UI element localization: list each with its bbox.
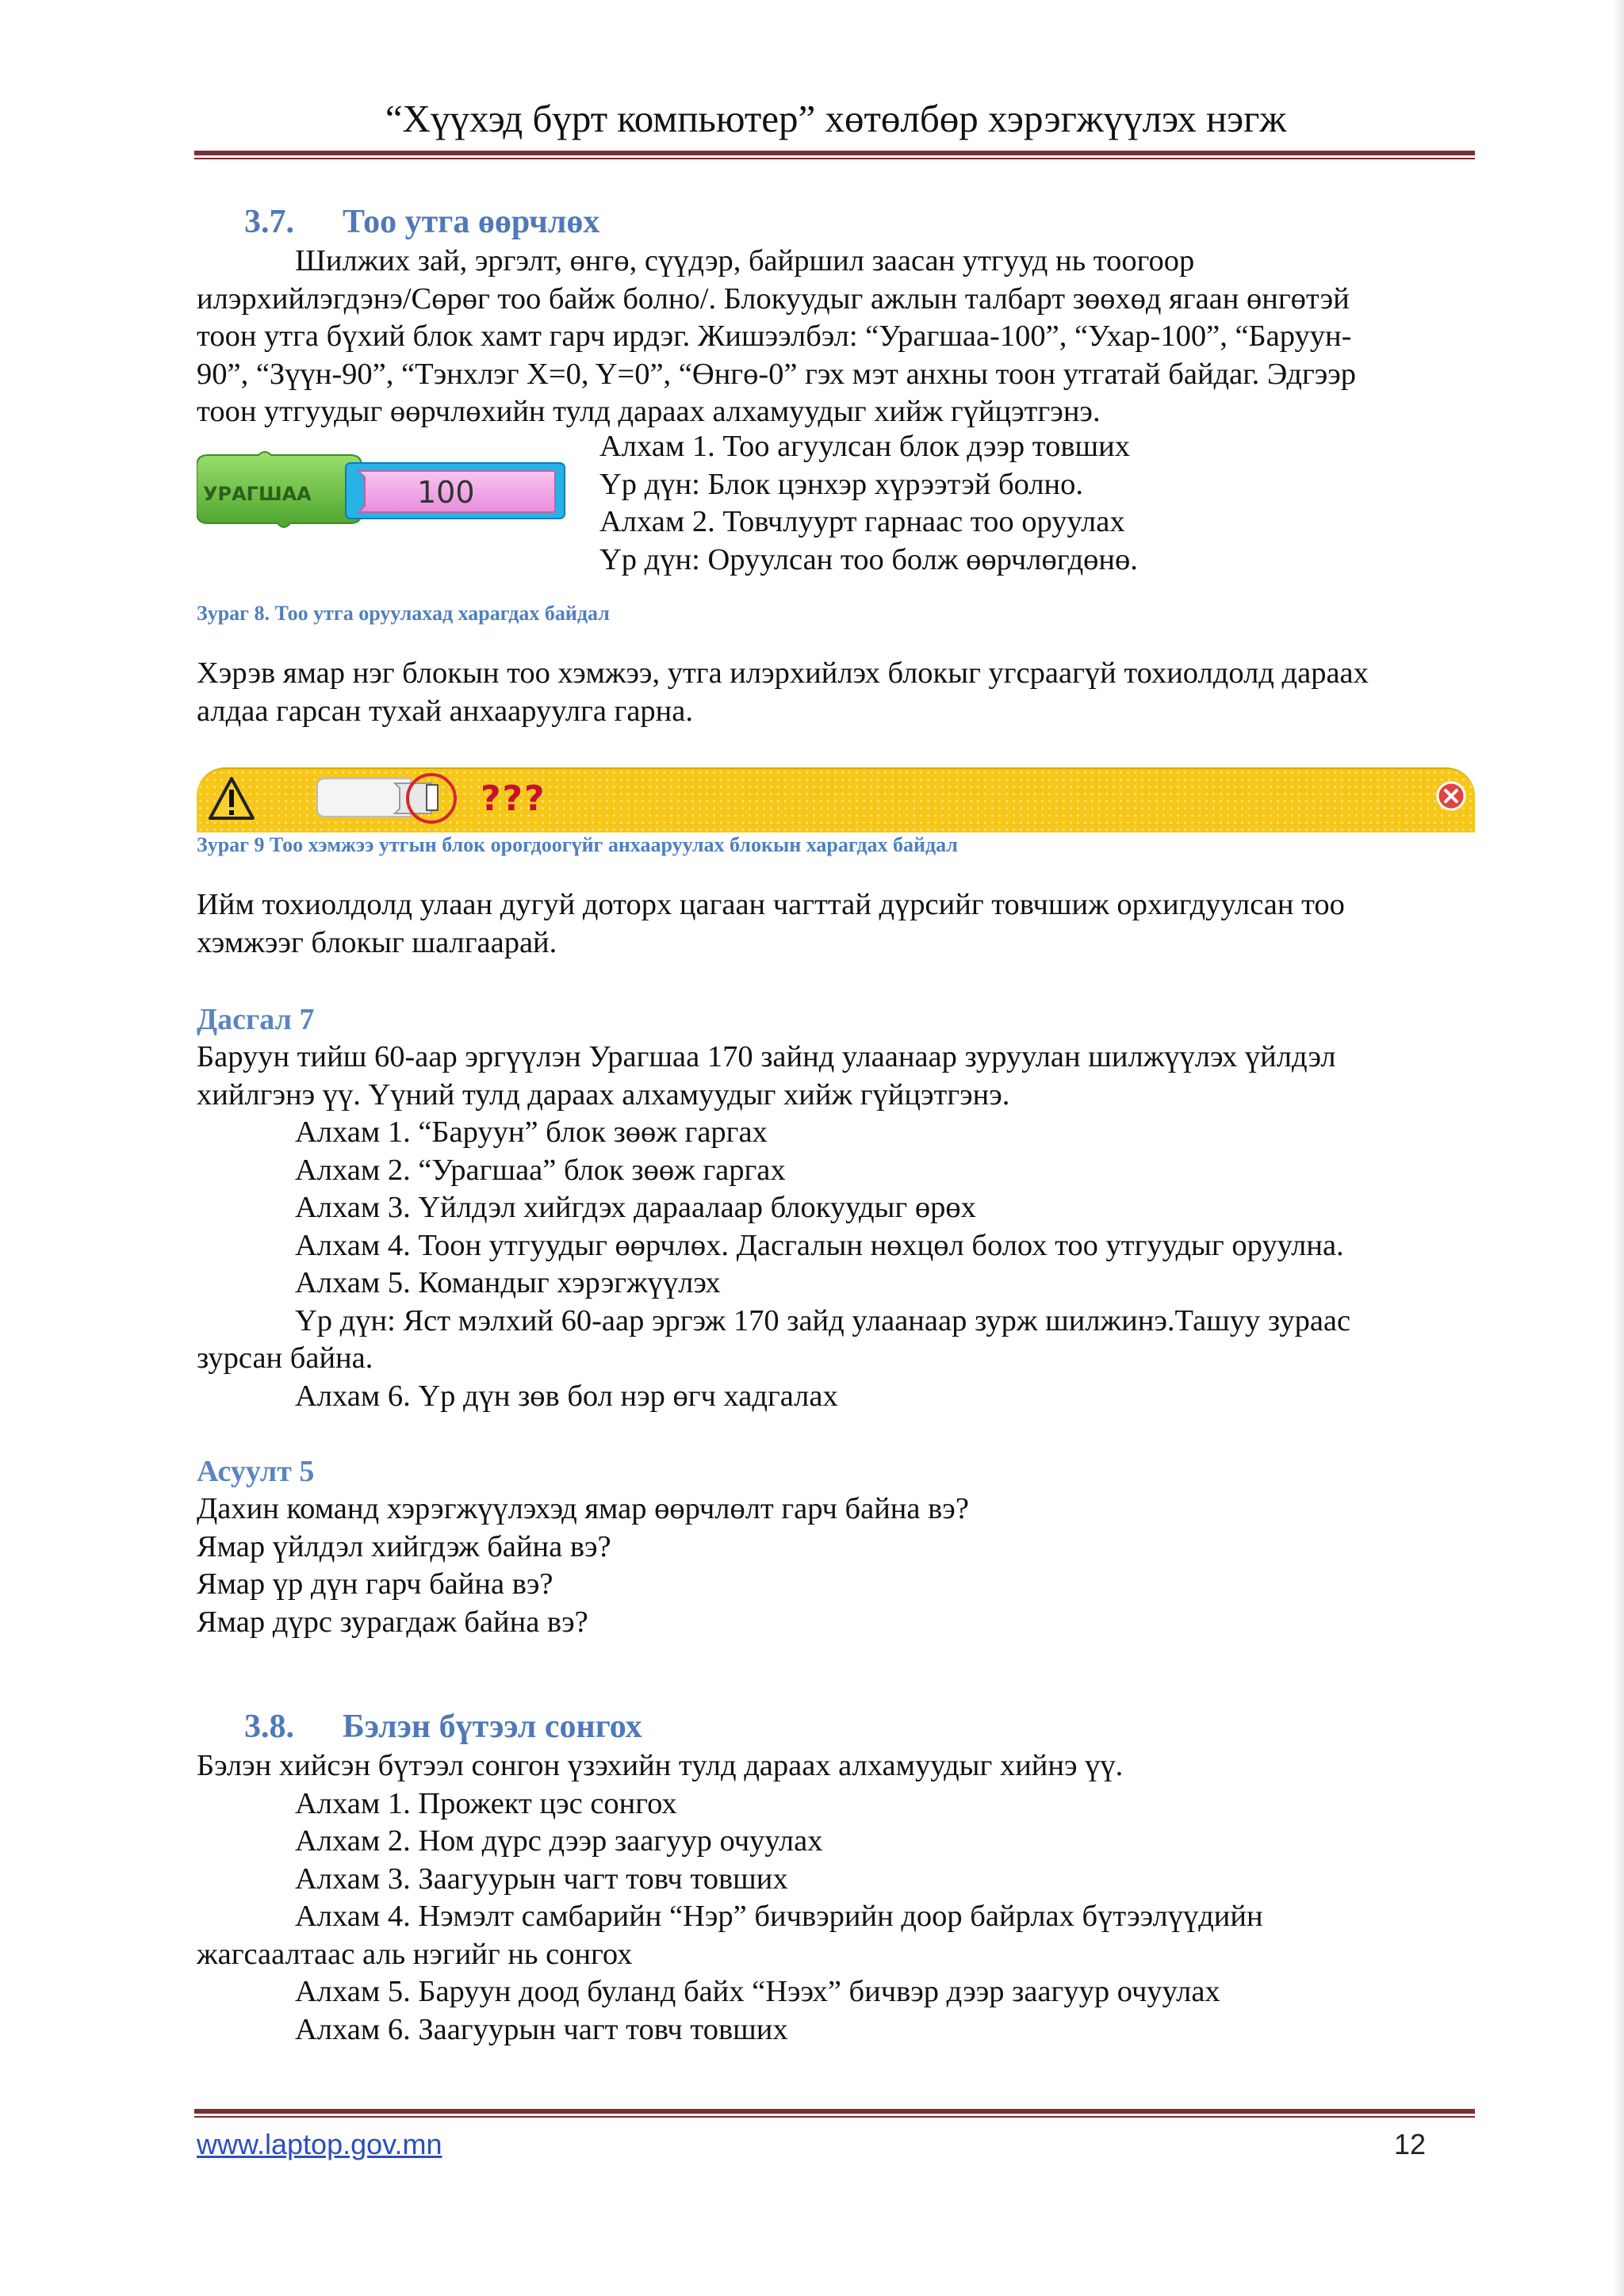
step-line: Алхам 2. Товчлуурт гарнаас тоо оруулах [599,505,1125,538]
missing-value-marks: ??? [481,779,546,819]
step-line: Алхам 6. Заагуурын чагт товч товших [295,2012,788,2046]
step-line: Алхам 1. Прожект цэс сонгох [295,1786,677,1820]
exercise-7-body [197,1039,1475,1415]
step-line: Үр дүн: Блок цэнхэр хүрээтэй болно. [599,467,1084,501]
paragraph-line: илэрхийлэгдэнэ/Сөрөг тоо байж болно/. Блокуудыг ажлын талбарт зөөхөд ягаан өнгөтэй [197,281,1350,316]
section-3-7-paragraph-3 [197,886,1475,962]
figure-8-caption: Зураг 8. Тоо утга оруулахад харагдах байдал [197,602,610,625]
footer-website-link[interactable]: www.laptop.gov.mn [197,2128,442,2160]
question-line: Дахин команд хэрэгжүүлэхэд ямар өөрчлөлт гарч байна вэ? [197,1492,969,1525]
section-3-7-paragraph-2 [197,655,1475,730]
step-line: Алхам 3. Заагуурын чагт товч товших [295,1862,788,1896]
section-number: 3.8. [244,1709,294,1745]
header-rule-thin [194,158,1475,159]
paragraph-line: алдаа гарсан тухай анхааруулга гарна. [197,694,693,728]
question-5-body [197,1490,1475,1641]
section-3-8-body [197,1747,1475,2049]
paragraph-line: Хэрэв ямар нэг блокын тоо хэмжээ, утга илэрхийлэх блокыг угсраагүй тохиолдолд дараах [197,656,1369,690]
step-line: жагсаалтаас аль нэгийг нь сонгох [197,1937,633,1971]
result-line: Үр дүн: Яст мэлхий 60-аар эргэж 170 зайд улаанаар зурж шилжинэ.Ташуу зураас [295,1303,1351,1337]
warning-triangle-icon [208,775,255,821]
step-line: Алхам 4. Тоон утгуудыг өөрчлөх. Дасгалын нөхцөл болох тоо утгуудыг оруулна. [295,1228,1344,1262]
paragraph-line: Баруун тийш 60-аар эргүүлэн Урагшаа 170 зайнд улаанаар зуруулан шилжүүлэх үйлдэл [197,1040,1336,1073]
step-line: Алхам 6. Үр дүн зөв бол нэр өгч хадгалах [295,1379,838,1413]
paragraph-line: хэмжээг блокыг шалгаарай. [197,925,557,959]
paragraph-line: 90”, “Зүүн-90”, “Тэнхлэг X=0, Y=0”, “Өнгө-0” гэх мэт анхны тоон утгатай байдаг. Эдгээр [197,357,1357,391]
question-5-heading: Асуулт 5 [197,1455,315,1488]
page-number: 12 [1393,2128,1426,2160]
paragraph-line: хийлгэнэ үү. Үүний тулд дараах алхамуудыг хийж гүйцэтгэнэ. [197,1077,1010,1112]
section-number: 3.7. [244,204,294,240]
paragraph-line: тоон утга бүхий блок хамт гарч ирдэг. Жишээлбэл: “Урагшаа-100”, “Ухар-100”, “Баруун- [197,320,1352,353]
figure-9-caption: Зураг 9 Тоо хэмжээ утгын блок орогдоогүйг анхааруулах блокын харагдах байдал [197,833,958,856]
section-3-7-paragraph [197,243,1475,431]
header-rule [194,151,1475,155]
step-line: Алхам 1. Тоо агуулсан блок дээр товших [599,430,1130,463]
section-title: Тоо утга өөрчлөх [343,204,600,240]
footer-rule [194,2109,1475,2114]
paragraph-line: Бэлэн хийсэн бүтээл сонгон үзэхийн тулд дараах алхамуудыг хийнэ үү. [197,1749,1124,1782]
step-line: Үр дүн: Оруулсан тоо болж өөрчлөгдөнө. [599,542,1138,576]
step-line: Алхам 2. “Урагшаа” блок зөөж гаргах [295,1153,786,1187]
paragraph-line: Шилжих зай, эргэлт, өнгө, сүүдэр, байршил заасан утгууд нь тоогоор [295,244,1195,277]
paragraph-line: Ийм тохиолдолд улаан дугуй доторх цагаан чагттай дүрсийг товчшиж орхигдуулсан тоо [197,888,1345,921]
step-line: Алхам 5. Командыг хэрэгжүүлэх [295,1266,721,1299]
step-line: Алхам 4. Нэмэлт самбарийн “Нэр” бичвэрийн доор байрлах бүтээлүүдийн [295,1900,1263,1933]
footer-rule-thin [194,2116,1475,2118]
missing-value-warning-bar [197,767,1475,832]
step-line: Алхам 5. Баруун доод буланд байх “Нээх” бичвэр дээр заагуур очуулах [295,1975,1220,2008]
section-3-7-steps [599,428,1138,579]
page-header-title: “Хүүхэд бүрт компьютер” хөтөлбөр хэрэгжүүлэх нэгж [385,97,1287,140]
section-heading-3-8 [197,1705,642,1749]
paragraph-line: тоон утгуудыг өөрчлөхийн тулд дараах алхамуудыг хийж гүйцэтгэнэ. [197,395,1101,428]
step-line: Алхам 3. Үйлдэл хийгдэх дараалаар блокуудыг өрөх [295,1191,976,1224]
section-heading-3-7 [197,200,599,244]
question-line: Ямар үйлдэл хийгдэж байна вэ? [197,1529,611,1563]
step-line: Алхам 2. Ном дүрс дээр заагуур очуулах [295,1824,823,1858]
block-value: 100 [417,475,475,510]
section-title: Бэлэн бүтээл сонгох [343,1709,642,1745]
step-line: Алхам 1. “Баруун” блок зөөж гаргах [295,1115,768,1149]
exercise-7-heading: Дасгал 7 [197,1003,315,1036]
result-line: зурсан байна. [197,1341,373,1375]
close-icon[interactable] [1435,780,1467,812]
forward-block-figure [197,449,569,544]
block-label: УРАГШАА [203,483,312,505]
question-line: Ямар дүрс зурагдаж байна вэ? [197,1605,588,1639]
empty-slot-block-icon [316,772,474,825]
question-line: Ямар үр дүн гарч байна вэ? [197,1567,553,1601]
page-edge-shadow [1613,0,1624,2296]
